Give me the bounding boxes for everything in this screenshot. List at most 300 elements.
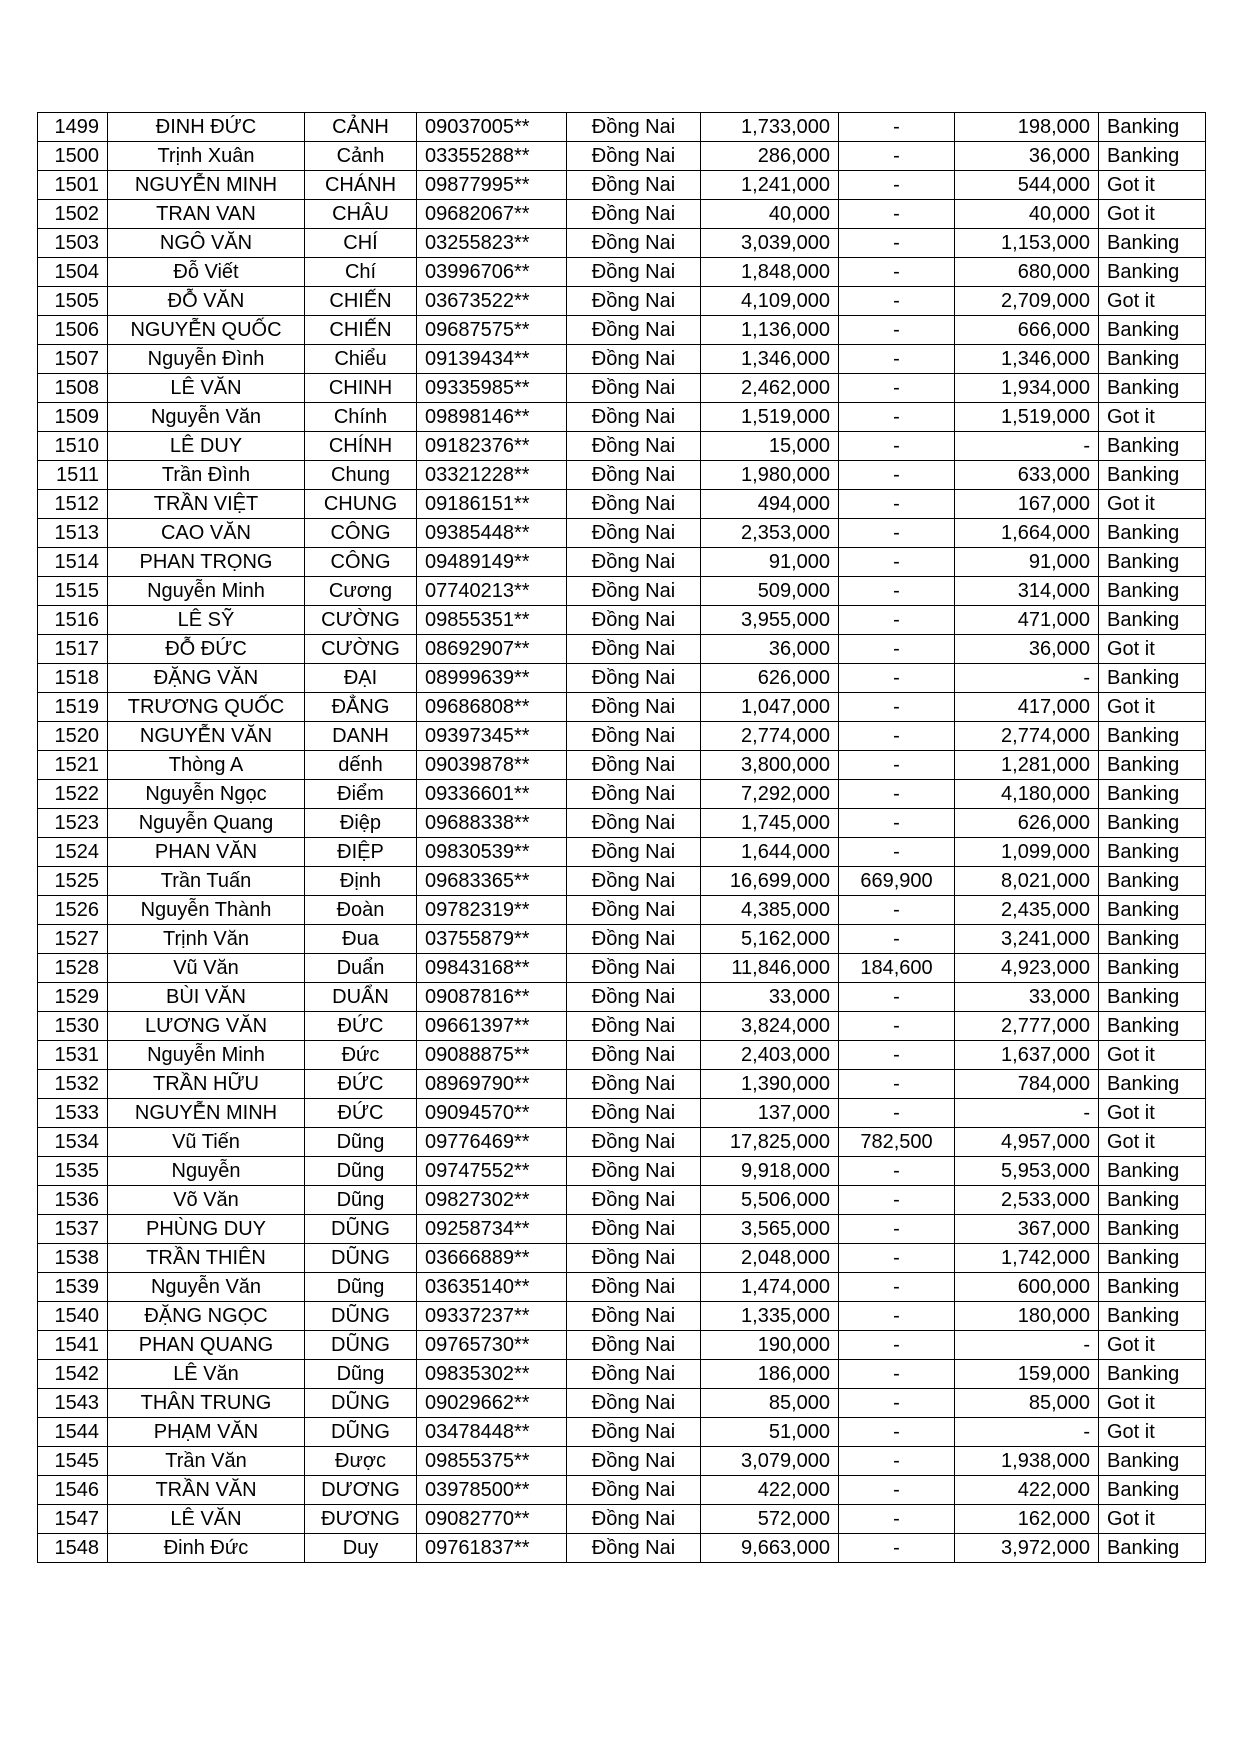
table-row	[38, 142, 1206, 171]
phone-cell: 08969790**	[417, 1070, 567, 1099]
given-name-cell: CHÍ	[305, 229, 417, 258]
amount-paid-cell: 91,000	[955, 548, 1099, 577]
amount-deduction-cell: -	[839, 1244, 955, 1273]
surname-cell: LƯƠNG VĂN	[108, 1012, 305, 1041]
given-name-cell: DŨNG	[305, 1244, 417, 1273]
given-name-cell: Điểm	[305, 780, 417, 809]
amount-deduction-cell: -	[839, 229, 955, 258]
given-name-cell: Đức	[305, 1041, 417, 1070]
table-row	[38, 1215, 1206, 1244]
province-cell: Đồng Nai	[567, 258, 701, 287]
table-row	[38, 896, 1206, 925]
province-cell: Đồng Nai	[567, 374, 701, 403]
given-name-cell: CƯỜNG	[305, 635, 417, 664]
table-row	[38, 664, 1206, 693]
given-name-cell: Chính	[305, 403, 417, 432]
amount-paid-cell: 1,281,000	[955, 751, 1099, 780]
phone-cell: 09747552**	[417, 1157, 567, 1186]
given-name-cell: Định	[305, 867, 417, 896]
given-name-cell: Được	[305, 1447, 417, 1476]
payment-method-cell: Banking	[1099, 229, 1206, 258]
amount-paid-cell: 600,000	[955, 1273, 1099, 1302]
row-number: 1547	[38, 1505, 108, 1534]
amount-deduction-cell: -	[839, 1070, 955, 1099]
province-cell: Đồng Nai	[567, 1041, 701, 1070]
payment-method-cell: Banking	[1099, 1360, 1206, 1389]
province-cell: Đồng Nai	[567, 548, 701, 577]
province-cell: Đồng Nai	[567, 1070, 701, 1099]
given-name-cell: Dũng	[305, 1273, 417, 1302]
payment-method-cell: Banking	[1099, 577, 1206, 606]
table-row	[38, 1447, 1206, 1476]
amount-paid-cell: 36,000	[955, 142, 1099, 171]
surname-cell: NGUYỄN MINH	[108, 1099, 305, 1128]
table-row	[38, 635, 1206, 664]
table-row	[38, 983, 1206, 1012]
amount-total-cell: 3,039,000	[701, 229, 839, 258]
given-name-cell: Cảnh	[305, 142, 417, 171]
amount-paid-cell: 180,000	[955, 1302, 1099, 1331]
table-row	[38, 490, 1206, 519]
row-number: 1508	[38, 374, 108, 403]
province-cell: Đồng Nai	[567, 316, 701, 345]
amount-total-cell: 422,000	[701, 1476, 839, 1505]
amount-total-cell: 1,335,000	[701, 1302, 839, 1331]
table-row	[38, 1302, 1206, 1331]
amount-total-cell: 2,048,000	[701, 1244, 839, 1273]
amount-deduction-cell: -	[839, 403, 955, 432]
phone-cell: 03321228**	[417, 461, 567, 490]
row-number: 1529	[38, 983, 108, 1012]
phone-cell: 09088875**	[417, 1041, 567, 1070]
row-number: 1518	[38, 664, 108, 693]
given-name-cell: CHUNG	[305, 490, 417, 519]
province-cell: Đồng Nai	[567, 1273, 701, 1302]
province-cell: Đồng Nai	[567, 229, 701, 258]
phone-cell: 03755879**	[417, 925, 567, 954]
amount-deduction-cell: 669,900	[839, 867, 955, 896]
amount-deduction-cell: -	[839, 113, 955, 142]
surname-cell: Đinh Đức	[108, 1534, 305, 1563]
phone-cell: 09682067**	[417, 200, 567, 229]
row-number: 1540	[38, 1302, 108, 1331]
table-row	[38, 1041, 1206, 1070]
table-row	[38, 1476, 1206, 1505]
amount-deduction-cell: -	[839, 200, 955, 229]
province-cell: Đồng Nai	[567, 867, 701, 896]
given-name-cell: Điệp	[305, 809, 417, 838]
given-name-cell: Duẩn	[305, 954, 417, 983]
row-number: 1535	[38, 1157, 108, 1186]
amount-total-cell: 85,000	[701, 1389, 839, 1418]
province-cell: Đồng Nai	[567, 1534, 701, 1563]
payment-method-cell: Banking	[1099, 896, 1206, 925]
amount-total-cell: 2,353,000	[701, 519, 839, 548]
surname-cell: TRẦN HỮU	[108, 1070, 305, 1099]
row-number: 1521	[38, 751, 108, 780]
table-row	[38, 113, 1206, 142]
given-name-cell: ĐƯƠNG	[305, 1505, 417, 1534]
row-number: 1505	[38, 287, 108, 316]
phone-cell: 07740213**	[417, 577, 567, 606]
amount-total-cell: 91,000	[701, 548, 839, 577]
payment-method-cell: Got it	[1099, 200, 1206, 229]
row-number: 1524	[38, 838, 108, 867]
amount-total-cell: 1,733,000	[701, 113, 839, 142]
amount-paid-cell: 4,957,000	[955, 1128, 1099, 1157]
phone-cell: 09397345**	[417, 722, 567, 751]
province-cell: Đồng Nai	[567, 490, 701, 519]
phone-cell: 09782319**	[417, 896, 567, 925]
surname-cell: TRẦN THIÊN	[108, 1244, 305, 1273]
amount-paid-cell: 417,000	[955, 693, 1099, 722]
amount-paid-cell: 40,000	[955, 200, 1099, 229]
table-row	[38, 1534, 1206, 1563]
amount-paid-cell: 666,000	[955, 316, 1099, 345]
amount-paid-cell: -	[955, 1331, 1099, 1360]
amount-deduction-cell: -	[839, 461, 955, 490]
phone-cell: 09761837**	[417, 1534, 567, 1563]
province-cell: Đồng Nai	[567, 664, 701, 693]
phone-cell: 09039878**	[417, 751, 567, 780]
amount-total-cell: 286,000	[701, 142, 839, 171]
amount-total-cell: 494,000	[701, 490, 839, 519]
given-name-cell: CÔNG	[305, 548, 417, 577]
payment-method-cell: Banking	[1099, 1476, 1206, 1505]
payment-method-cell: Banking	[1099, 867, 1206, 896]
phone-cell: 09087816**	[417, 983, 567, 1012]
surname-cell: Vũ Tiến	[108, 1128, 305, 1157]
surname-cell: TRẦN VIỆT	[108, 490, 305, 519]
given-name-cell: Dũng	[305, 1186, 417, 1215]
payment-method-cell: Banking	[1099, 664, 1206, 693]
table-row	[38, 519, 1206, 548]
amount-deduction-cell: -	[839, 809, 955, 838]
row-number: 1539	[38, 1273, 108, 1302]
amount-total-cell: 4,385,000	[701, 896, 839, 925]
amount-paid-cell: 33,000	[955, 983, 1099, 1012]
amount-deduction-cell: -	[839, 751, 955, 780]
amount-paid-cell: 784,000	[955, 1070, 1099, 1099]
payment-method-cell: Got it	[1099, 1418, 1206, 1447]
phone-cell: 09258734**	[417, 1215, 567, 1244]
amount-deduction-cell: -	[839, 1476, 955, 1505]
amount-paid-cell: 544,000	[955, 171, 1099, 200]
amount-deduction-cell: -	[839, 1302, 955, 1331]
given-name-cell: DANH	[305, 722, 417, 751]
phone-cell: 09827302**	[417, 1186, 567, 1215]
surname-cell: Nguyễn Đình	[108, 345, 305, 374]
surname-cell: NGUYỄN MINH	[108, 171, 305, 200]
province-cell: Đồng Nai	[567, 635, 701, 664]
payment-method-cell: Banking	[1099, 316, 1206, 345]
amount-paid-cell: 1,742,000	[955, 1244, 1099, 1273]
given-name-cell: ĐỨC	[305, 1012, 417, 1041]
province-cell: Đồng Nai	[567, 606, 701, 635]
amount-paid-cell: 633,000	[955, 461, 1099, 490]
table-row	[38, 287, 1206, 316]
amount-total-cell: 1,644,000	[701, 838, 839, 867]
table-row	[38, 258, 1206, 287]
table-row	[38, 606, 1206, 635]
amount-deduction-cell: -	[839, 606, 955, 635]
surname-cell: Trần Đình	[108, 461, 305, 490]
surname-cell: Nguyễn Quang	[108, 809, 305, 838]
surname-cell: ĐẶNG NGỌC	[108, 1302, 305, 1331]
amount-paid-cell: 3,241,000	[955, 925, 1099, 954]
payment-method-cell: Banking	[1099, 142, 1206, 171]
row-number: 1519	[38, 693, 108, 722]
given-name-cell: CÔNG	[305, 519, 417, 548]
table-row	[38, 722, 1206, 751]
row-number: 1530	[38, 1012, 108, 1041]
table-row	[38, 577, 1206, 606]
amount-deduction-cell: -	[839, 142, 955, 171]
province-cell: Đồng Nai	[567, 113, 701, 142]
row-number: 1516	[38, 606, 108, 635]
payment-method-cell: Banking	[1099, 345, 1206, 374]
amount-paid-cell: 1,346,000	[955, 345, 1099, 374]
province-cell: Đồng Nai	[567, 345, 701, 374]
amount-paid-cell: 1,519,000	[955, 403, 1099, 432]
given-name-cell: ĐIỆP	[305, 838, 417, 867]
amount-total-cell: 1,047,000	[701, 693, 839, 722]
province-cell: Đồng Nai	[567, 1505, 701, 1534]
province-cell: Đồng Nai	[567, 1360, 701, 1389]
amount-paid-cell: 36,000	[955, 635, 1099, 664]
amount-deduction-cell: -	[839, 432, 955, 461]
amount-total-cell: 1,474,000	[701, 1273, 839, 1302]
table-row	[38, 1070, 1206, 1099]
phone-cell: 08692907**	[417, 635, 567, 664]
amount-paid-cell: -	[955, 432, 1099, 461]
row-number: 1513	[38, 519, 108, 548]
amount-total-cell: 190,000	[701, 1331, 839, 1360]
given-name-cell: ĐẠI	[305, 664, 417, 693]
phone-cell: 09855351**	[417, 606, 567, 635]
amount-deduction-cell: -	[839, 1099, 955, 1128]
phone-cell: 09835302**	[417, 1360, 567, 1389]
payment-method-cell: Banking	[1099, 1244, 1206, 1273]
table-row	[38, 374, 1206, 403]
phone-cell: 09776469**	[417, 1128, 567, 1157]
phone-cell: 09898146**	[417, 403, 567, 432]
amount-paid-cell: 680,000	[955, 258, 1099, 287]
given-name-cell: Dũng	[305, 1157, 417, 1186]
amount-paid-cell: 2,777,000	[955, 1012, 1099, 1041]
province-cell: Đồng Nai	[567, 1128, 701, 1157]
amount-total-cell: 33,000	[701, 983, 839, 1012]
amount-deduction-cell: -	[839, 345, 955, 374]
surname-cell: ĐỖ ĐỨC	[108, 635, 305, 664]
table-row	[38, 1012, 1206, 1041]
payment-method-cell: Got it	[1099, 1128, 1206, 1157]
payment-method-cell: Banking	[1099, 519, 1206, 548]
amount-total-cell: 5,162,000	[701, 925, 839, 954]
amount-deduction-cell: -	[839, 1505, 955, 1534]
surname-cell: PHAN VĂN	[108, 838, 305, 867]
given-name-cell: DŨNG	[305, 1302, 417, 1331]
payment-method-cell: Banking	[1099, 548, 1206, 577]
given-name-cell: CHÍNH	[305, 432, 417, 461]
table-row	[38, 200, 1206, 229]
amount-deduction-cell: -	[839, 925, 955, 954]
payment-method-cell: Banking	[1099, 809, 1206, 838]
surname-cell: Nguyễn Ngọc	[108, 780, 305, 809]
amount-paid-cell: 167,000	[955, 490, 1099, 519]
amount-paid-cell: -	[955, 664, 1099, 693]
table-row	[38, 1505, 1206, 1534]
row-number: 1510	[38, 432, 108, 461]
table-row	[38, 345, 1206, 374]
payment-method-cell: Got it	[1099, 1505, 1206, 1534]
province-cell: Đồng Nai	[567, 577, 701, 606]
amount-deduction-cell: -	[839, 1186, 955, 1215]
amount-deduction-cell: -	[839, 519, 955, 548]
table-row	[38, 1244, 1206, 1273]
payment-method-cell: Banking	[1099, 374, 1206, 403]
amount-paid-cell: 2,709,000	[955, 287, 1099, 316]
province-cell: Đồng Nai	[567, 287, 701, 316]
amount-paid-cell: 162,000	[955, 1505, 1099, 1534]
surname-cell: TRẦN VĂN	[108, 1476, 305, 1505]
amount-total-cell: 3,955,000	[701, 606, 839, 635]
payment-method-cell: Banking	[1099, 1157, 1206, 1186]
surname-cell: THÂN TRUNG	[108, 1389, 305, 1418]
payment-method-cell: Banking	[1099, 780, 1206, 809]
payment-method-cell: Banking	[1099, 1302, 1206, 1331]
row-number: 1511	[38, 461, 108, 490]
amount-deduction-cell: 184,600	[839, 954, 955, 983]
records-table	[37, 112, 1206, 1563]
amount-deduction-cell: -	[839, 490, 955, 519]
amount-paid-cell: 314,000	[955, 577, 1099, 606]
table-row	[38, 925, 1206, 954]
province-cell: Đồng Nai	[567, 751, 701, 780]
surname-cell: ĐINH ĐỨC	[108, 113, 305, 142]
province-cell: Đồng Nai	[567, 1389, 701, 1418]
amount-total-cell: 15,000	[701, 432, 839, 461]
province-cell: Đồng Nai	[567, 1012, 701, 1041]
row-number: 1543	[38, 1389, 108, 1418]
phone-cell: 09489149**	[417, 548, 567, 577]
phone-cell: 09082770**	[417, 1505, 567, 1534]
phone-cell: 09686808**	[417, 693, 567, 722]
row-number: 1523	[38, 809, 108, 838]
given-name-cell: CHIẾN	[305, 287, 417, 316]
surname-cell: Trần Văn	[108, 1447, 305, 1476]
payment-method-cell: Banking	[1099, 751, 1206, 780]
amount-paid-cell: 4,180,000	[955, 780, 1099, 809]
amount-deduction-cell: -	[839, 896, 955, 925]
phone-cell: 09765730**	[417, 1331, 567, 1360]
row-number: 1544	[38, 1418, 108, 1447]
phone-cell: 09037005**	[417, 113, 567, 142]
amount-total-cell: 186,000	[701, 1360, 839, 1389]
amount-paid-cell: -	[955, 1418, 1099, 1447]
given-name-cell: Duy	[305, 1534, 417, 1563]
given-name-cell: DŨNG	[305, 1389, 417, 1418]
payment-method-cell: Got it	[1099, 171, 1206, 200]
province-cell: Đồng Nai	[567, 1418, 701, 1447]
given-name-cell: ĐỨC	[305, 1070, 417, 1099]
given-name-cell: Cương	[305, 577, 417, 606]
province-cell: Đồng Nai	[567, 1302, 701, 1331]
table-row	[38, 867, 1206, 896]
amount-deduction-cell: -	[839, 258, 955, 287]
amount-deduction-cell: -	[839, 171, 955, 200]
given-name-cell: CẢNH	[305, 113, 417, 142]
province-cell: Đồng Nai	[567, 519, 701, 548]
row-number: 1538	[38, 1244, 108, 1273]
table-row	[38, 751, 1206, 780]
province-cell: Đồng Nai	[567, 809, 701, 838]
province-cell: Đồng Nai	[567, 838, 701, 867]
payment-method-cell: Banking	[1099, 1070, 1206, 1099]
payment-method-cell: Banking	[1099, 606, 1206, 635]
surname-cell: Vũ Văn	[108, 954, 305, 983]
amount-total-cell: 509,000	[701, 577, 839, 606]
payment-method-cell: Banking	[1099, 461, 1206, 490]
surname-cell: LÊ DUY	[108, 432, 305, 461]
phone-cell: 09186151**	[417, 490, 567, 519]
amount-total-cell: 1,136,000	[701, 316, 839, 345]
phone-cell: 03635140**	[417, 1273, 567, 1302]
phone-cell: 09683365**	[417, 867, 567, 896]
surname-cell: ĐẶNG VĂN	[108, 664, 305, 693]
phone-cell: 09385448**	[417, 519, 567, 548]
table-row	[38, 171, 1206, 200]
surname-cell: PHÙNG DUY	[108, 1215, 305, 1244]
row-number: 1525	[38, 867, 108, 896]
row-number: 1506	[38, 316, 108, 345]
province-cell: Đồng Nai	[567, 200, 701, 229]
amount-deduction-cell: -	[839, 577, 955, 606]
row-number: 1548	[38, 1534, 108, 1563]
payment-method-cell: Got it	[1099, 490, 1206, 519]
row-number: 1542	[38, 1360, 108, 1389]
province-cell: Đồng Nai	[567, 896, 701, 925]
amount-paid-cell: 5,953,000	[955, 1157, 1099, 1186]
amount-paid-cell: 1,938,000	[955, 1447, 1099, 1476]
phone-cell: 09687575**	[417, 316, 567, 345]
surname-cell: Nguyễn Văn	[108, 1273, 305, 1302]
phone-cell: 09661397**	[417, 1012, 567, 1041]
amount-total-cell: 572,000	[701, 1505, 839, 1534]
amount-paid-cell: 3,972,000	[955, 1534, 1099, 1563]
surname-cell: Trịnh Văn	[108, 925, 305, 954]
amount-deduction-cell: -	[839, 1331, 955, 1360]
phone-cell: 09182376**	[417, 432, 567, 461]
phone-cell: 03978500**	[417, 1476, 567, 1505]
amount-total-cell: 3,079,000	[701, 1447, 839, 1476]
row-number: 1533	[38, 1099, 108, 1128]
table-row	[38, 1128, 1206, 1157]
given-name-cell: DŨNG	[305, 1331, 417, 1360]
row-number: 1512	[38, 490, 108, 519]
row-number: 1507	[38, 345, 108, 374]
surname-cell: Nguyễn Minh	[108, 577, 305, 606]
amount-deduction-cell: -	[839, 1389, 955, 1418]
surname-cell: Trịnh Xuân	[108, 142, 305, 171]
phone-cell: 03996706**	[417, 258, 567, 287]
table-row	[38, 693, 1206, 722]
province-cell: Đồng Nai	[567, 693, 701, 722]
amount-total-cell: 51,000	[701, 1418, 839, 1447]
row-number: 1536	[38, 1186, 108, 1215]
amount-paid-cell: 422,000	[955, 1476, 1099, 1505]
table-row	[38, 780, 1206, 809]
